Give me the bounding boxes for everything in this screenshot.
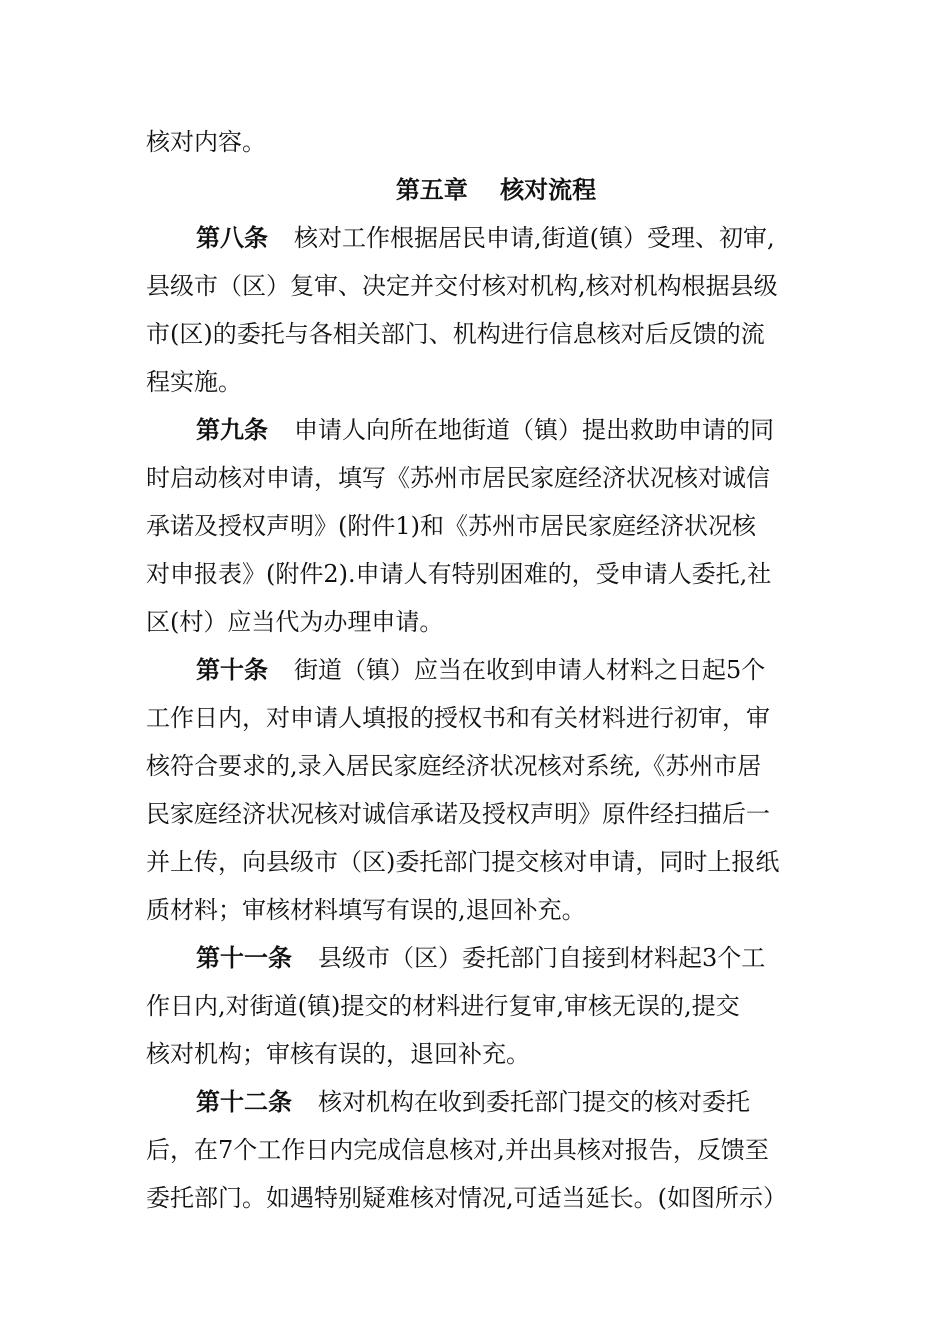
article-text-line: 县级市（区）委托部门自接到材料起3个工 — [318, 944, 766, 972]
article-text-line: 核对工作根据居民申请,街道(镇）受理、初审, — [294, 224, 775, 252]
article-text-line: 申请人向所在地街道（镇）提出救助申请的同 — [294, 416, 774, 444]
article-number: 第八条 — [196, 224, 268, 252]
article-number: 第十条 — [196, 656, 268, 684]
article-text-line: 时启动核对申请，填写《苏州市居民家庭经济状况核对诚信 — [146, 464, 770, 492]
article-number: 第九条 — [196, 416, 268, 444]
article-text-line: 街道（镇）应当在收到申请人材料之日起5个 — [294, 656, 766, 684]
article-text-line: 县级市（区）复审、决定并交付核对机构,核对机构根据县级 — [146, 272, 778, 300]
article-8 — [146, 214, 806, 406]
article-text-line: 程实施。 — [146, 368, 242, 396]
article-text-line: 核对机构；审核有误的，退回补充。 — [146, 1040, 530, 1068]
article-text-line: 作日内,对街道(镇)提交的材料进行复审,审核无误的,提交 — [146, 992, 740, 1020]
article-number: 第十二条 — [196, 1088, 292, 1116]
article-9 — [146, 406, 806, 646]
article-text-line: 并上传，向县级市（区)委托部门提交核对申请，同时上报纸 — [146, 848, 780, 876]
article-text-line: 区(村）应当代为办理申请。 — [146, 608, 444, 636]
article-text-line: 对申报表》(附件2).申请人有特别困难的，受申请人委托,社 — [146, 560, 772, 588]
article-text-line: 后，在7个工作日内完成信息核对,并出具核对报告，反馈至 — [146, 1136, 769, 1164]
article-number: 第十一条 — [196, 944, 292, 972]
article-text-line: 市(区)的委托与各相关部门、机构进行信息核对后反馈的流 — [146, 320, 765, 348]
article-text-line: 承诺及授权声明》(附件1)和《苏州市居民家庭经济状况核 — [146, 512, 756, 540]
article-text-line: 工作日内，对申请人填报的授权书和有关材料进行初审，审 — [146, 704, 770, 732]
top-fragment: 核对内容。 — [146, 128, 266, 156]
article-12 — [146, 1078, 806, 1222]
article-text-line: 委托部门。如遇特别疑难核对情况,可适当延长。(如图所示） — [146, 1184, 787, 1212]
article-text-line: 质材料；审核材料填写有误的,退回补充。 — [146, 896, 586, 924]
article-text-line: 核符合要求的,录入居民家庭经济状况核对系统,《苏州市居 — [146, 752, 762, 780]
article-11 — [146, 934, 806, 1078]
article-10 — [146, 646, 806, 934]
article-text-line: 民家庭经济状况核对诚信承诺及授权声明》原件经扫描后一 — [146, 800, 770, 828]
article-text-line: 核对机构在收到委托部门提交的核对委托 — [318, 1088, 750, 1116]
chapter-title: 第五章 核对流程 — [395, 176, 597, 204]
document-page — [146, 118, 806, 1222]
